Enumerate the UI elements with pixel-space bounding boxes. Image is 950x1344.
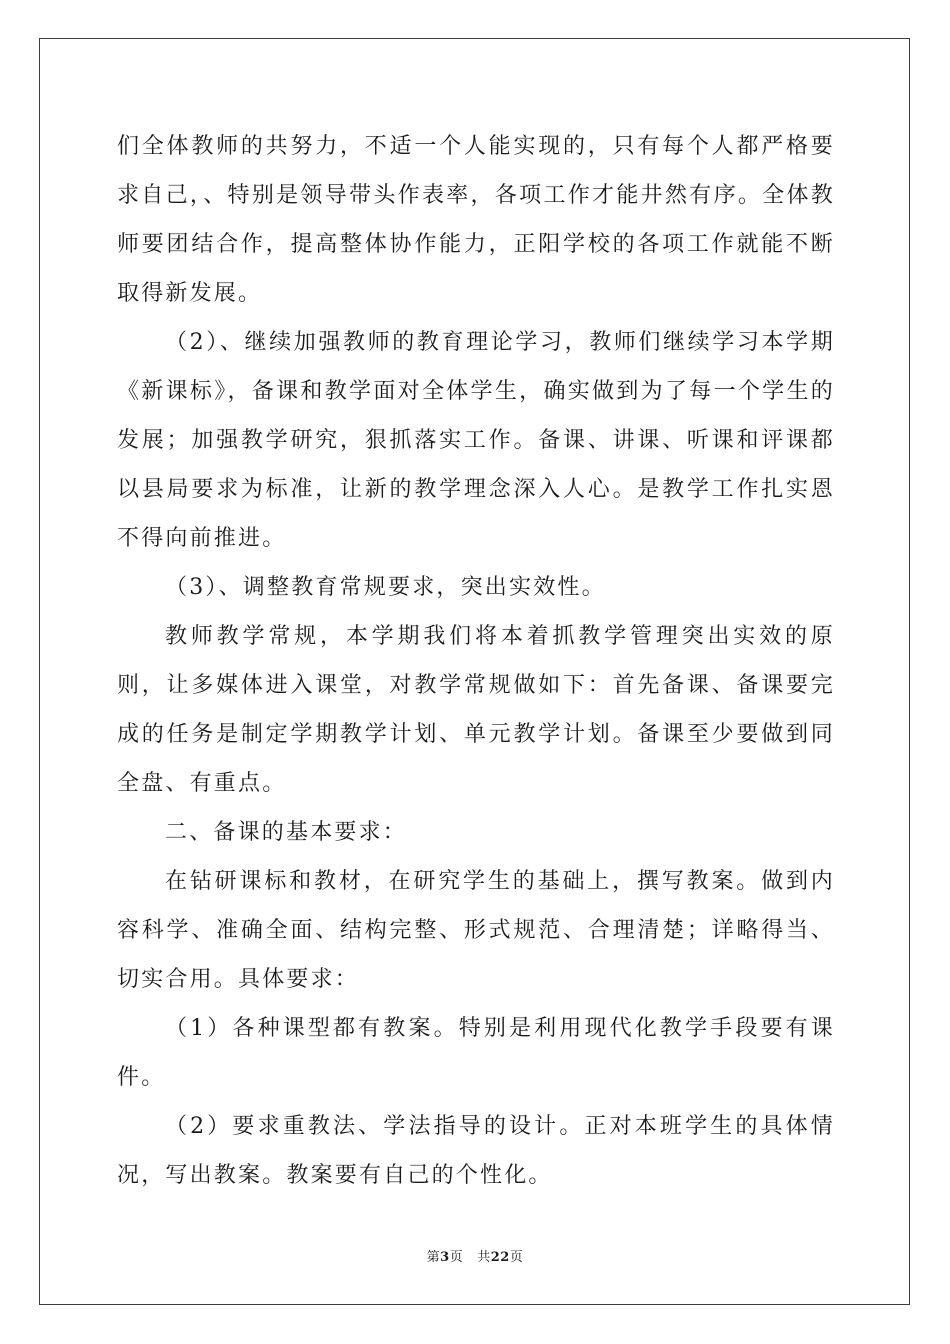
document-body: [117, 122, 835, 1200]
paragraph-1: 们全体教师的共努力，不适一个人能实现的，只有每个人都严格要求自己，、特别是领导带头作表率，各项工作才能井然有序。全体教师要团结合作，提高整体协作能力，正阳学校的各项工作就能不断取得新发展。: [117, 134, 835, 306]
total-pages-number: 22: [490, 1250, 510, 1265]
footer-total-prefix: 共: [477, 1250, 491, 1265]
footer-page-unit: 页: [449, 1250, 464, 1265]
current-page-number: 3: [440, 1250, 450, 1265]
requirement-item-2: （2）要求重教法、学法指导的设计。正对本班学生的具体情况，写出教案。教案要有自己的个性化。: [117, 1114, 835, 1188]
paragraph-6: 在钻研课标和教材，在研究学生的基础上，撰写教案。做到内容科学、准确全面、结构完整、形式规范、合理清楚；详略得当、切实合用。具体要求：: [117, 869, 835, 992]
paragraph-2: （2）、继续加强教师的教育理论学习，教师们继续学习本学期《新课标》，备课和教学面对全体学生，确实做到为了每一个学生的发展；加强教学研究，狠抓落实工作。备课、讲课、听课和评课都以县局要求为标准，让新的教学理念深入人心。是教学工作扎实恩不得向前推进。: [117, 330, 835, 551]
paragraph-4: 教师教学常规，本学期我们将本着抓教学管理突出实效的原则，让多媒体进入课堂，对教学常规做如下：首先备课、备课要完成的任务是制定学期教学计划、单元教学计划。备课至少要做到同全盘、有重点。: [117, 624, 835, 796]
page-footer: [0, 1246, 950, 1265]
requirement-item-1: （1）各种课型都有教案。特别是利用现代化教学手段要有课件。: [117, 1016, 835, 1090]
footer-total-unit: 页: [509, 1250, 524, 1265]
paragraph-3: （3）、调整教育常规要求，突出实效性。: [165, 575, 606, 600]
section-heading: 二、备课的基本要求：: [165, 820, 408, 845]
footer-prefix: 第: [426, 1250, 441, 1265]
